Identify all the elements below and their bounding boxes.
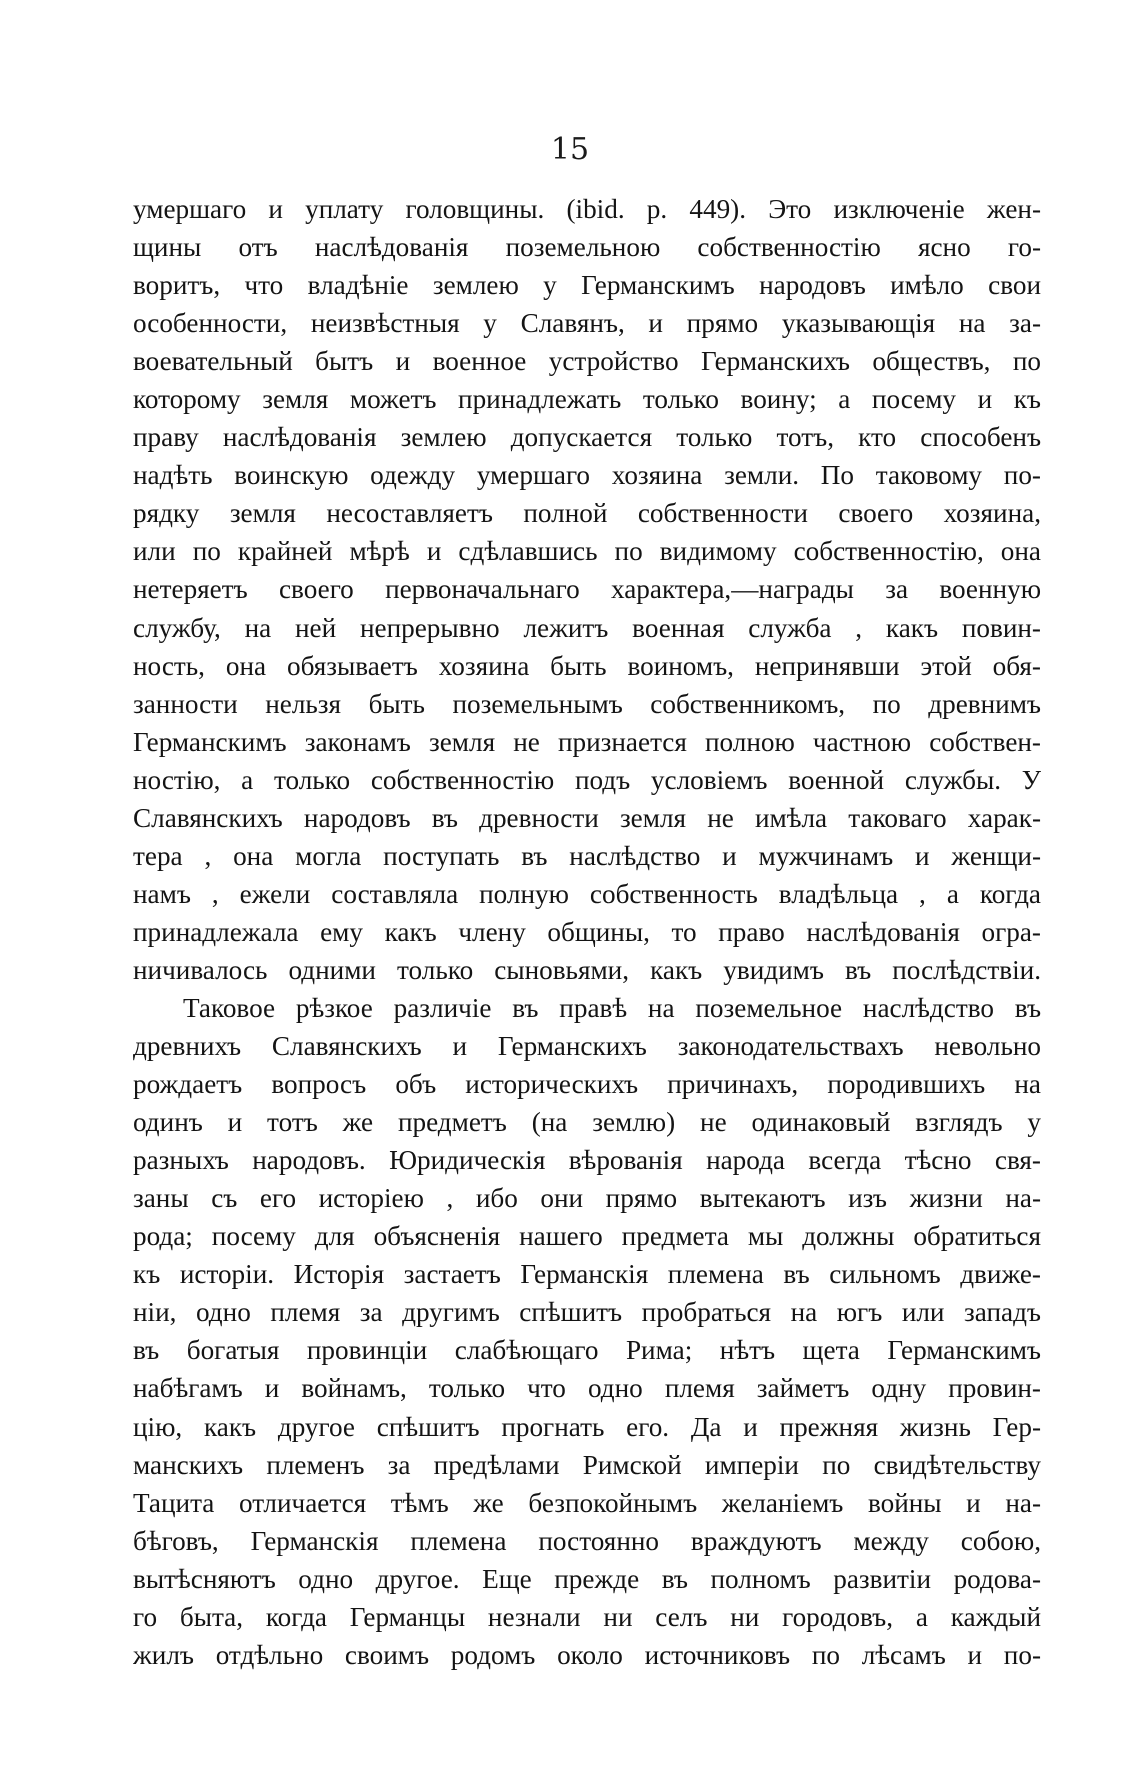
text-line: умершаго и уплату головщины. (ibid. p. 449). Это изключенie жен- [133,194,1041,224]
text-line: которому земля можетъ принадлежать только воину; а посему и къ [133,384,1041,415]
text-line: службу, на ней непрерывно лежитъ военная служба , какъ повин- [133,612,1041,643]
text-line: принадлежала ему какъ члену общины, то право наслѣдованiя огра- [133,916,1041,947]
text-line: Тацита отличается тѣмъ же безпокойнымъ желанiемъ войны и на- [133,1487,1041,1518]
text-line: въ богатыя провинцiи слабѣющаго Рима; нѣтъ щета Германскимъ [133,1335,1041,1366]
text-line: или по крайней мѣрѣ и сдѣлавшись по видимому собственностiю, она [133,536,1041,567]
text-line: щины отъ наслѣдованiя поземельною собственностiю ясно го- [133,232,1041,263]
text-line: рождаетъ вопросъ объ историческихъ причинахъ, породившихъ на [133,1069,1041,1100]
text-line: набѣгамъ и войнамъ, только что одно племя займетъ одну провин- [133,1373,1041,1404]
body-text [133,190,1041,1674]
text-line: надѣть воинскую одежду умершаго хозяина земли. По таковому по- [133,460,1041,491]
text-line: праву наслѣдованiя землею допускается только тотъ, кто способенъ [133,422,1041,453]
text-line: воевательный бытъ и военное устройство Германскихъ обществъ, по [133,346,1041,377]
text-line: вытѣсняютъ одно другое. Еще прежде въ полномъ развитiи родова- [133,1563,1041,1594]
page-number: 15 [550,132,590,167]
text-line: жилъ отдѣльно своимъ родомъ около источниковъ по лѣсамъ и по- [133,1639,1041,1670]
text-line: цiю, какъ другое спѣшитъ прогнать его. Да и прежняя жизнь Гер- [133,1411,1041,1442]
text-line: рядку земля несоставляетъ полной собственности своего хозяина, [133,498,1041,529]
text-line: Германскимъ законамъ земля не признается полною частною собствен- [133,726,1041,757]
text-line: воритъ, что владѣнiе землею у Германскимъ народовъ имѣло свои [133,270,1041,301]
text-line: манскихъ племенъ за предѣлами Римской имперiи по свидѣтельству [133,1449,1041,1480]
text-line: къ исторiи. Исторiя застаетъ Германскiя племена въ сильномъ движе- [133,1259,1041,1290]
text-line: намъ , ежели составляла полную собственность владѣльца , а когда [133,878,1041,909]
text-line: одинъ и тотъ же предметъ (на землю) не одинаковый взглядъ у [133,1107,1041,1138]
text-line: особенности, неизвѣстныя у Славянъ, и прямо указывающiя на за- [133,308,1041,339]
text-line: занности нельзя быть поземельнымъ собственникомъ, по древнимъ [133,688,1041,719]
text-line: Славянскихъ народовъ въ древности земля не имѣла таковаго харак- [133,802,1041,833]
text-line: ностiю, а только собственностiю подъ условiемъ военной службы. У [133,764,1041,795]
text-line: тера , она могла поступать въ наслѣдство и мужчинамъ и женщи- [133,840,1041,871]
text-line: рода; посему для объясненiя нашего предмета мы должны обратиться [133,1221,1041,1252]
text-line: разныхъ народовъ. Юридическiя вѣрованiя народа всегда тѣсно свя- [133,1145,1041,1176]
text-line: ничивалось одними только сыновьями, какъ увидимъ въ послѣдствiи. [133,954,1041,985]
text-line: го быта, когда Германцы незнали ни селъ ни городовъ, а каждый [133,1601,1041,1632]
text-line: ность, она обязываетъ хозяина быть воиномъ, непринявши этой обя- [133,650,1041,681]
text-line: нетеряетъ своего первоначальнаго характера,—награды за военную [133,574,1041,605]
text-line: бѣговъ, Германскiя племена постоянно враждуютъ между собою, [133,1525,1041,1556]
paragraph-first-line: Таковое рѣзкое различiе въ правѣ на поземельное наслѣдство въ [183,992,1041,1023]
text-line: древнихъ Славянскихъ и Германскихъ законодательствахъ невольно [133,1031,1041,1062]
text-line: нiи, одно племя за другимъ спѣшитъ пробраться на югъ или западъ [133,1297,1041,1328]
text-line: заны съ его исторiею , ибо они прямо вытекаютъ изъ жизни на- [133,1183,1041,1214]
